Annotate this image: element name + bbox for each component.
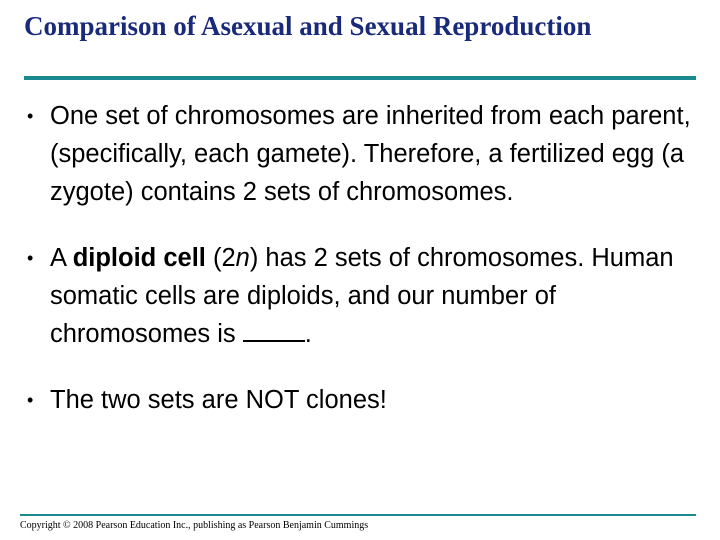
- bullet-item-not-clones: [24, 381, 706, 419]
- diploid-cell-term: diploid cell: [72, 244, 206, 272]
- slide-title: Comparison of Asexual and Sexual Reproduction: [24, 11, 592, 41]
- bullet-text: The two sets are NOT clones!: [50, 386, 387, 414]
- bullet-text-rest: ) has 2 sets of chromosomes. Human somatic cells are diploids, and our number of chromosomes is: [50, 244, 674, 348]
- copyright-footer: Copyright © 2008 Pearson Education Inc., publishing as Pearson Benjamin Cummings: [20, 520, 369, 531]
- bullet-text-end: .: [304, 320, 312, 348]
- bullet-text-paren: (2: [205, 244, 236, 272]
- bullet-item-inheritance: [24, 97, 706, 211]
- bullet-text: One set of chromosomes are inherited from each parent, (specifically, each gamete). Therefore, a fertilized egg (a zygote) contains 2 sets of chromosomes.: [50, 102, 691, 206]
- footer-divider: [20, 514, 696, 516]
- bullet-dot-icon: •: [27, 248, 34, 268]
- ploidy-n-symbol: n: [235, 244, 250, 272]
- bullet-dot-icon: •: [27, 106, 34, 126]
- bullet-list: [24, 97, 706, 419]
- bullet-dot-icon: •: [27, 390, 34, 410]
- answer-blank: [243, 318, 305, 342]
- title-divider: [24, 76, 696, 80]
- bullet-item-diploid: [24, 239, 706, 353]
- bullet-text-prefix: A: [50, 244, 73, 272]
